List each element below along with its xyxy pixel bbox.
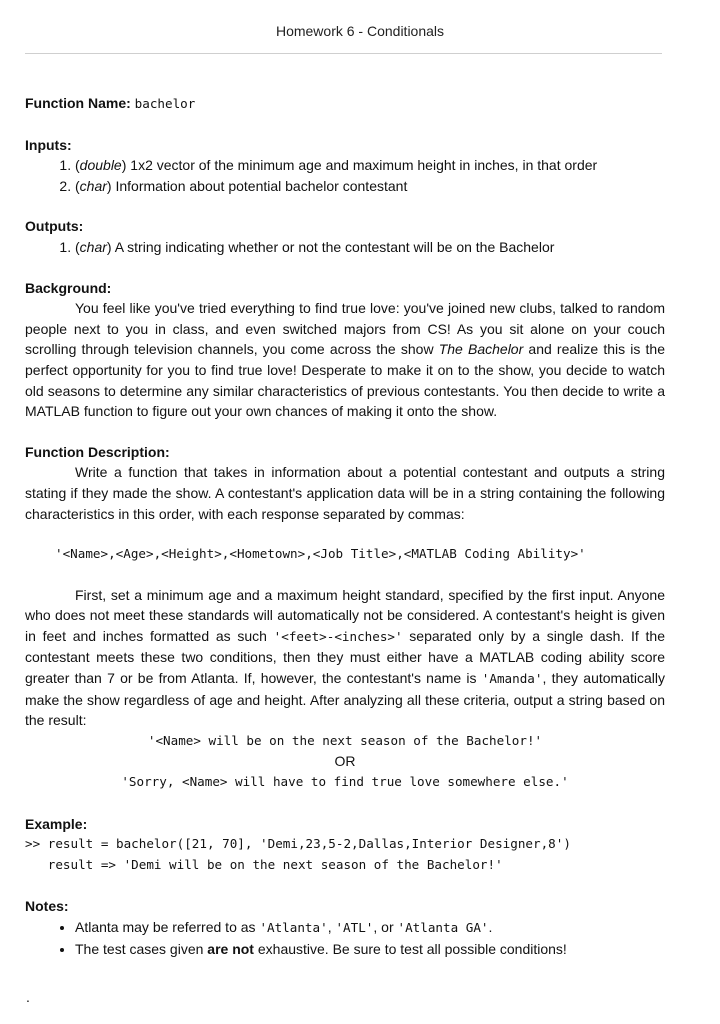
inputs-heading: Inputs: bbox=[25, 136, 72, 153]
example-line-1: >> result = bachelor([21, 70], 'Demi,23,5-2,Dallas,Interior Designer,8') bbox=[25, 836, 571, 852]
description-paragraph-2 bbox=[25, 585, 665, 731]
note1-end: . bbox=[488, 919, 493, 935]
or-text: OR bbox=[334, 753, 356, 770]
input-format-string: '<Name>,<Age>,<Height>,<Hometown>,<Job Title>,<MATLAB Coding Ability>' bbox=[55, 546, 586, 562]
header-divider bbox=[25, 53, 662, 54]
background-text-1: You feel like you've tried everything to find true love: you've joined new clubs, talked to random people next to you in class, and even switched majors from CS! As you sit alone on your couch scrolling through television channels, you come across the show bbox=[25, 300, 665, 358]
input-item-1: 1. (double) 1x2 vector of the minimum age and maximum height in inches, in that order bbox=[75, 155, 665, 176]
show-title: The Bachelor bbox=[438, 341, 524, 358]
input-item-2: 2. (char) Information about potential bachelor contestant bbox=[75, 176, 665, 197]
outputs-list bbox=[25, 237, 665, 258]
page-header: Homework 6 - Conditionals bbox=[275, 23, 445, 39]
notes-list bbox=[25, 917, 665, 959]
atl-code: 'ATL' bbox=[335, 920, 374, 935]
output-1-text: A string indicating whether or not the contestant will be on the Bachelor bbox=[111, 238, 555, 255]
atlanta-ga-code: 'Atlanta GA' bbox=[397, 920, 489, 935]
example-line-2: result => 'Demi will be on the next season of the Bachelor!' bbox=[25, 856, 503, 872]
input-2-type: char bbox=[79, 177, 107, 194]
atlanta-code: 'Atlanta' bbox=[259, 920, 328, 935]
amanda-code: 'Amanda' bbox=[481, 671, 543, 687]
input-2-text: Information about potential bachelor contestant bbox=[111, 177, 408, 194]
function-name-line bbox=[25, 93, 665, 115]
description-paragraph-1: Write a function that takes in information about a potential contestant and outputs a string stating if they made the show. A contestant's application data will be in a string containing the following characteristics in this order, with each response separated by commas: bbox=[25, 464, 665, 522]
note2-text-b: exhaustive. Be sure to test all possible conditions! bbox=[253, 940, 567, 957]
document-body bbox=[25, 93, 665, 959]
result-no-string: 'Sorry, <Name> will have to find true love somewhere else.' bbox=[121, 774, 569, 790]
notes-heading: Notes: bbox=[25, 898, 69, 915]
note2-bold: are not bbox=[207, 940, 254, 957]
background-paragraph bbox=[25, 298, 665, 422]
example-heading: Example: bbox=[25, 815, 88, 832]
outputs-heading: Outputs: bbox=[25, 218, 84, 235]
background-heading: Background: bbox=[25, 279, 112, 296]
function-name-value: bachelor bbox=[134, 96, 196, 111]
output-item-1: 1. (char) A string indicating whether or not the contestant will be on the Bachelor bbox=[75, 237, 665, 258]
input-1-text: 1x2 vector of the minimum age and maximum height in inches, in that order bbox=[126, 157, 598, 174]
height-format-code: '<feet>-<inches>' bbox=[273, 628, 403, 644]
description-heading: Function Description: bbox=[25, 443, 170, 460]
result-yes-string: '<Name> will be on the next season of the Bachelor!' bbox=[147, 732, 543, 748]
note1-sep1: , bbox=[327, 919, 336, 935]
inputs-list bbox=[25, 155, 665, 196]
input-1-type: double bbox=[79, 157, 122, 174]
footer-mark: . bbox=[26, 989, 30, 1005]
note1-sep2: , or bbox=[373, 919, 398, 935]
para2-text-c: , they automatically make the show regardless of age and height. After analyzing all these criteria, output a string based on the result: bbox=[25, 670, 666, 729]
note-item-2 bbox=[75, 939, 665, 960]
background-text-2: and realize this is the perfect opportunity for you to find true love! Desperate to make it on to the show, you decide to watch old seasons to determine any similar characteristics of previous contestants. You then decide to write a MATLAB function to figure out your own chances of making it onto the show. bbox=[25, 341, 665, 420]
output-1-type: char bbox=[79, 238, 107, 255]
note2-text-a: The test cases given bbox=[75, 940, 208, 957]
note-item-1 bbox=[75, 917, 665, 939]
function-name-label: Function Name: bbox=[25, 95, 131, 111]
para2-text-b: separated only by a single dash. If the contestant meets these two conditions, then they must either have a MATLAB coding ability score greater than 7 or be from Atlanta. If, however, the contestant's name is bbox=[25, 627, 665, 687]
note1-text: Atlanta may be referred to as bbox=[75, 919, 260, 935]
para2-text-a: First, set a minimum age and a maximum height standard, specified by the first input. Anyone who does not meet these standards will automatically not be considered. A contestant's height is given in feet and inches formatted as such bbox=[25, 586, 665, 644]
